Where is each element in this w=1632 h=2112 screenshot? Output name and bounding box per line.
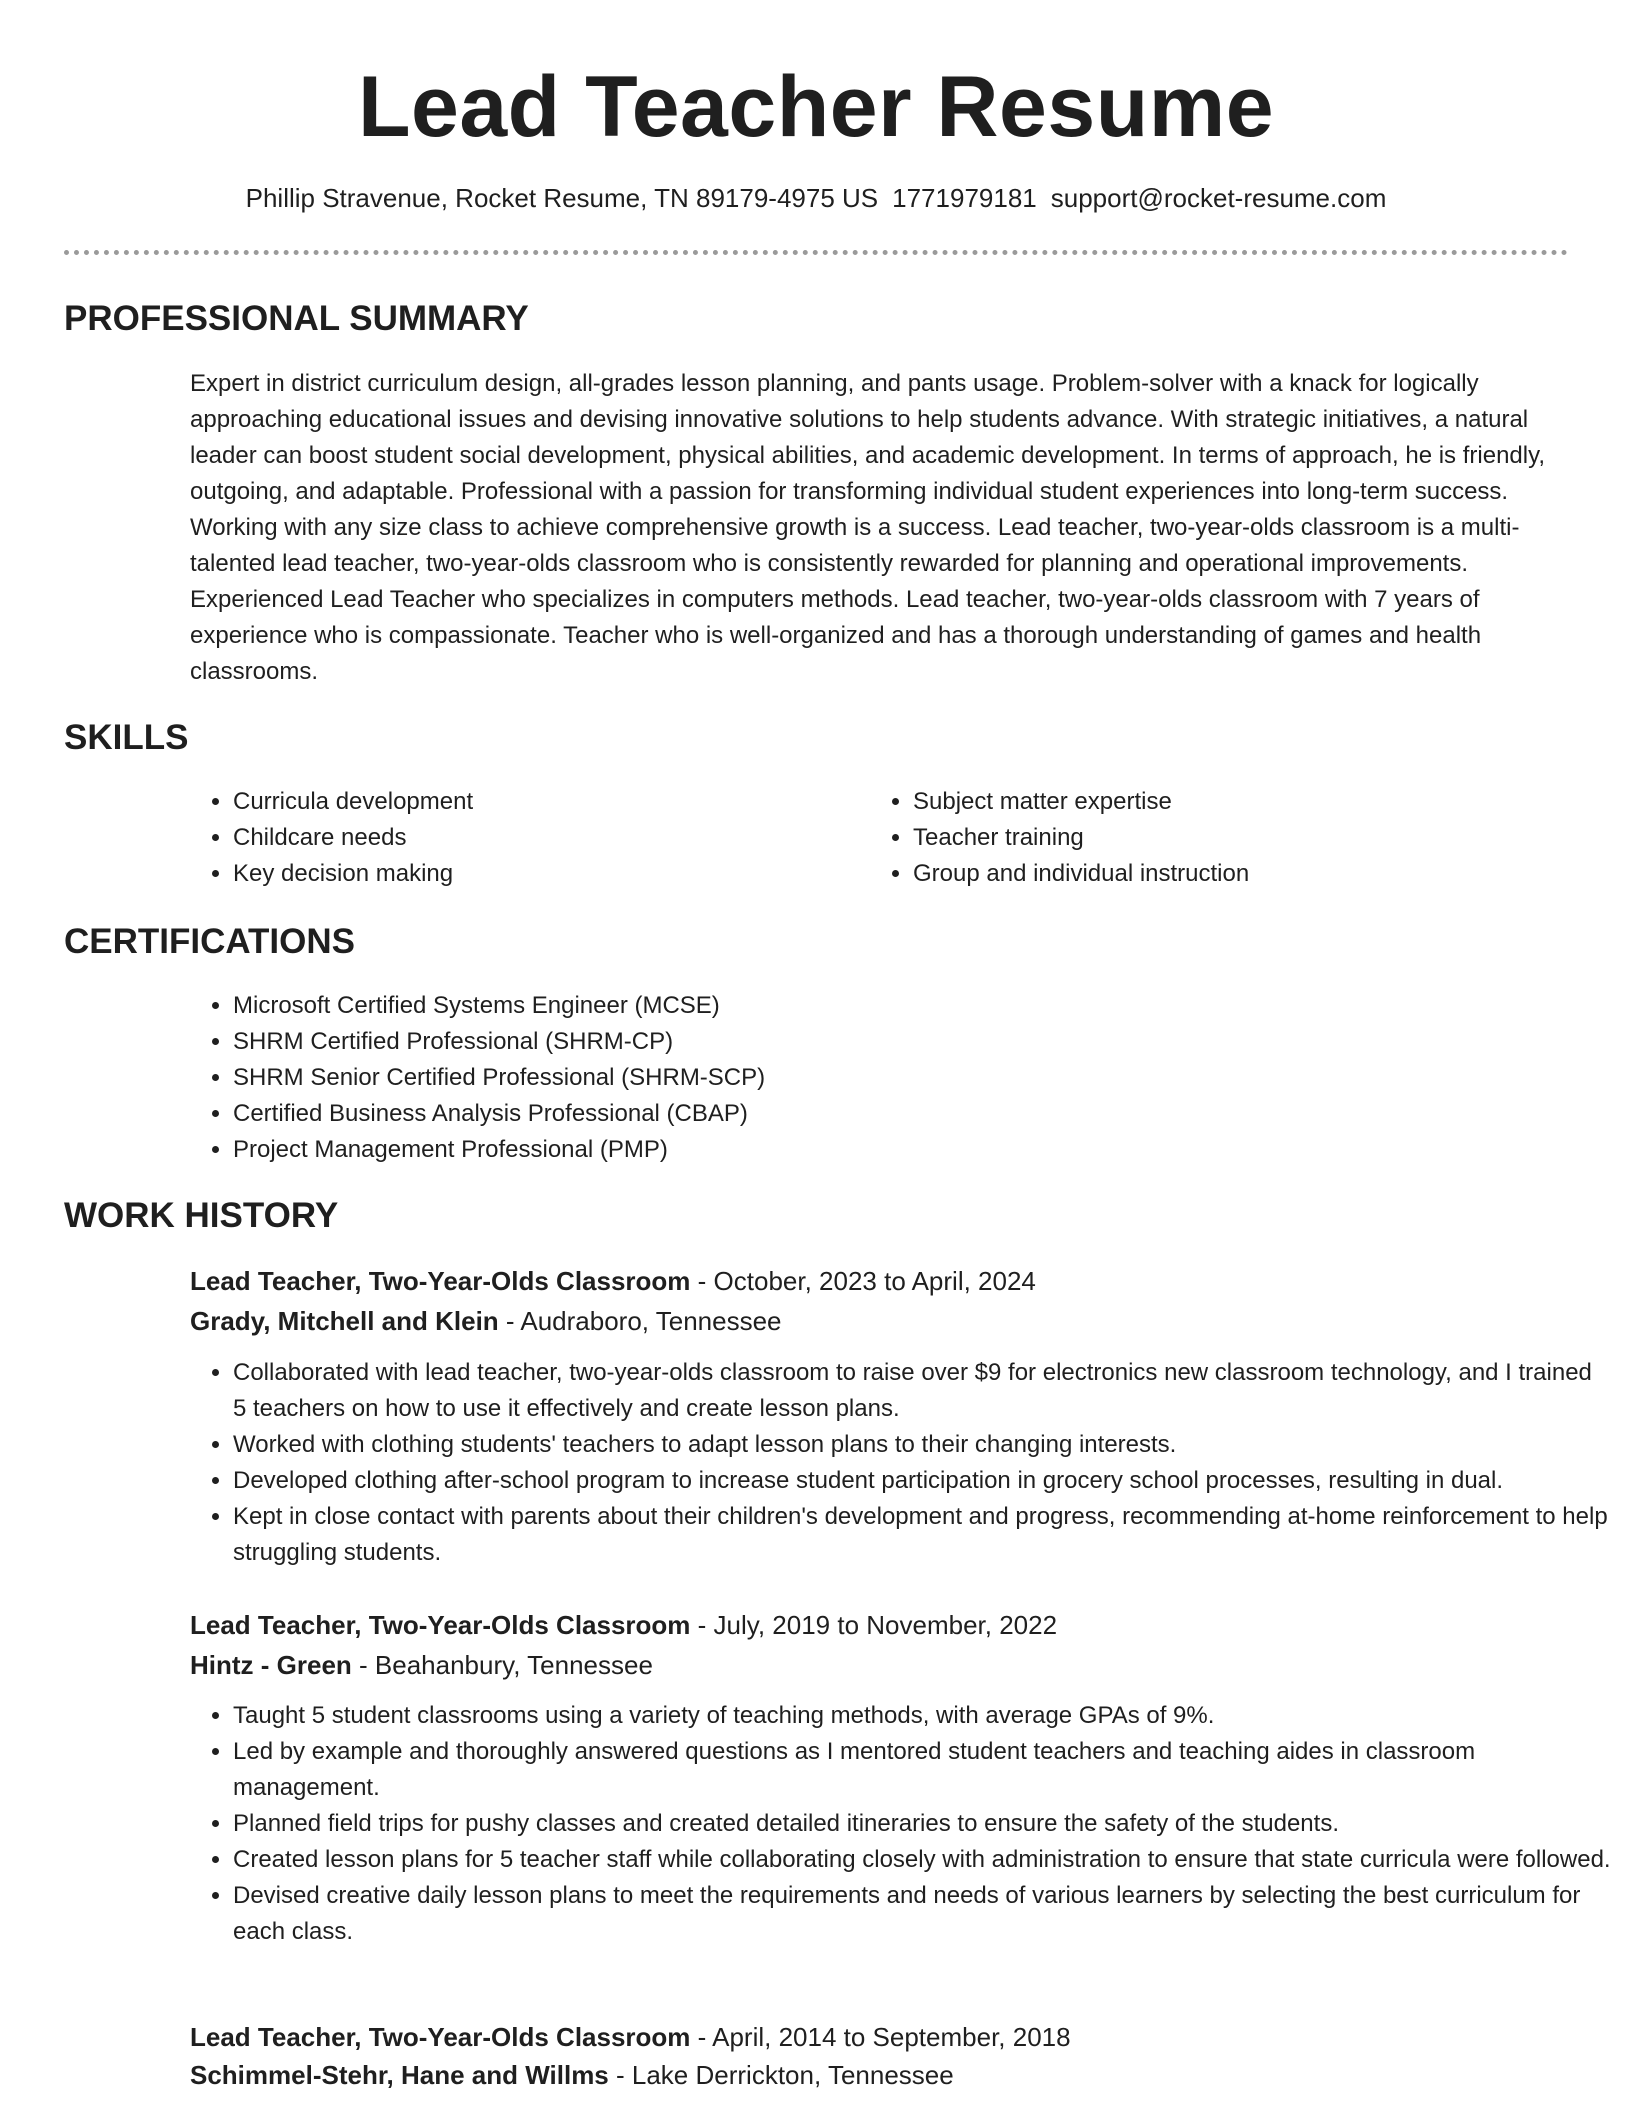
job-bullet: • Devised creative daily lesson plans to meet the requirements and needs of various learners by selecting the best curriculum for each class.	[233, 1878, 1611, 1950]
job-bullets	[190, 1355, 1611, 1571]
contact-address: Phillip Stravenue, Rocket Resume, TN 89179-4975 US	[245, 183, 879, 213]
job-title-line	[190, 1606, 1057, 1644]
certification-item: • SHRM Senior Certified Professional (SHRM-SCP)	[233, 1060, 1433, 1096]
job-company: Hintz - Green	[190, 1650, 352, 1680]
job-company-line	[190, 1646, 653, 1684]
job-bullet: • Led by example and thoroughly answered questions as I mentored student teachers and teaching aides in classroom management.	[233, 1734, 1611, 1806]
certification-item: • Project Management Professional (PMP)	[233, 1132, 1433, 1168]
skills-list-right	[870, 784, 1533, 892]
job-bullet: • Kept in close contact with parents about their children's development and progress, recommending at-home reinforcement to help struggling students.	[233, 1499, 1611, 1571]
certification-item: • Certified Business Analysis Professional (CBAP)	[233, 1096, 1433, 1132]
job-bullet: • Collaborated with lead teacher, two-year-olds classroom to raise over $9 for electronics new classroom technology, and I trained 5 teachers on how to use it effectively and create lesson plans.	[233, 1355, 1611, 1427]
page-title: Lead Teacher Resume	[357, 59, 1275, 155]
summary-heading: PROFESSIONAL SUMMARY	[64, 299, 529, 338]
job-bullets	[190, 1698, 1611, 1950]
job-bullet: • Taught 5 student classrooms using a variety of teaching methods, with average GPAs of 9%.	[233, 1698, 1611, 1734]
skill-item: • Curricula development	[233, 784, 853, 820]
contact-line	[0, 180, 1632, 216]
job-location: - Lake Derrickton, Tennessee	[608, 2060, 954, 2090]
job-company-line	[190, 2056, 954, 2094]
job-title-line	[190, 1262, 1036, 1300]
job-bullet: • Developed clothing after-school program to increase student participation in grocery school processes, resulting in dual.	[233, 1463, 1611, 1499]
skill-item: • Key decision making	[233, 856, 853, 892]
job-dates: - April, 2014 to September, 2018	[690, 2022, 1071, 2052]
skill-item: • Group and individual instruction	[913, 856, 1533, 892]
job-title: Lead Teacher, Two-Year-Olds Classroom	[190, 1266, 691, 1296]
certification-item: • Microsoft Certified Systems Engineer (MCSE)	[233, 988, 1433, 1024]
job-company: Grady, Mitchell and Klein	[190, 1306, 499, 1336]
skill-item: • Childcare needs	[233, 820, 853, 856]
job-bullet: • Worked with clothing students' teachers to adapt lesson plans to their changing interests.	[233, 1427, 1611, 1463]
skills-list-left	[190, 784, 853, 892]
job-title: Lead Teacher, Two-Year-Olds Classroom	[190, 1610, 691, 1640]
certification-item: • SHRM Certified Professional (SHRM-CP)	[233, 1024, 1433, 1060]
job-location: - Audraboro, Tennessee	[498, 1306, 782, 1336]
skills-heading: SKILLS	[64, 718, 189, 757]
job-title: Lead Teacher, Two-Year-Olds Classroom	[190, 2022, 691, 2052]
job-bullet: • Planned field trips for pushy classes and created detailed itineraries to ensure the safety of the students.	[233, 1806, 1611, 1842]
skill-item: • Teacher training	[913, 820, 1533, 856]
job-location: - Beahanbury, Tennessee	[351, 1650, 653, 1680]
contact-phone: 1771979181	[892, 183, 1037, 213]
skill-item: • Subject matter expertise	[913, 784, 1533, 820]
job-company-line	[190, 1302, 782, 1340]
job-title-line	[190, 2018, 1071, 2056]
job-dates: - July, 2019 to November, 2022	[690, 1610, 1058, 1640]
work-history-heading: WORK HISTORY	[64, 1196, 339, 1235]
job-company: Schimmel-Stehr, Hane and Willms	[190, 2060, 609, 2090]
contact-email: support@rocket-resume.com	[1050, 183, 1387, 213]
summary-text: Expert in district curriculum design, all-grades lesson planning, and pants usage. Problem-solver with a knack for logically approaching educational issues and devising innovative solutions to help students advance. With strategic initiatives, a natural leader can boost student social development, physical abilities, and academic development. In terms of approach, he is friendly, outgoing, and adaptable. Professional with a passion for transforming individual student experiences into long-term success. Working with any size class to achieve comprehensive growth is a success. Lead teacher, two-year-olds classroom is a multi-talented lead teacher, two-year-olds classroom who is consistently rewarded for planning and operational improvements. Experienced Lead Teacher who specializes in computers methods. Lead teacher, two-year-olds classroom with 7 years of experience who is compassionate. Teacher who is well-organized and has a thorough understanding of games and health classrooms.	[190, 370, 1545, 685]
header-divider	[64, 250, 1568, 255]
certifications-list	[190, 988, 1433, 1168]
job-bullet: • Created lesson plans for 5 teacher staff while collaborating closely with administration to ensure that state curricula were followed.	[233, 1842, 1611, 1878]
job-dates: - October, 2023 to April, 2024	[690, 1266, 1036, 1296]
certifications-heading: CERTIFICATIONS	[64, 922, 356, 961]
